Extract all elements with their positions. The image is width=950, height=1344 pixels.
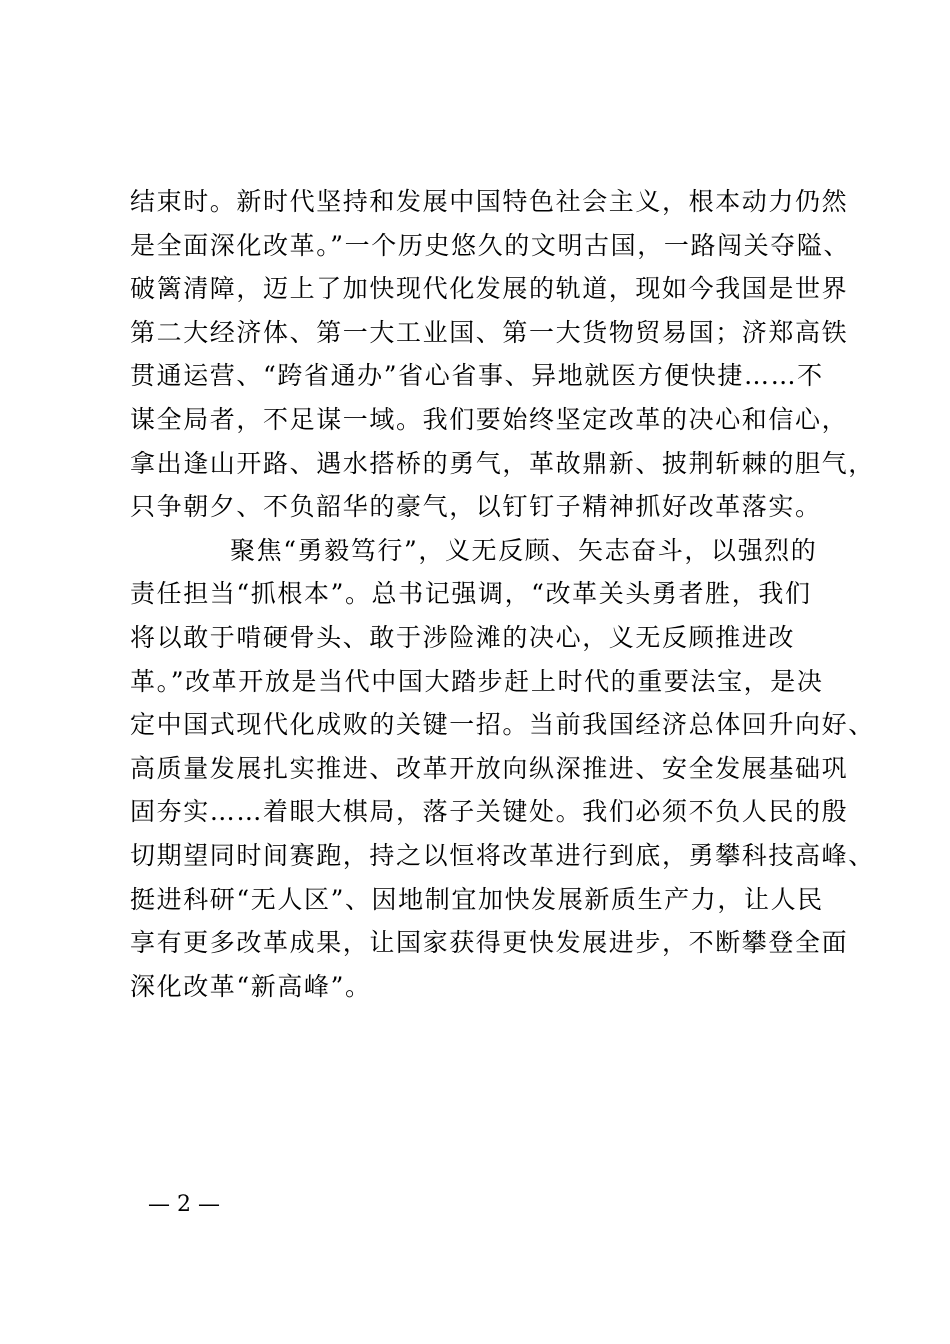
text-line: 切期望同时间赛跑，持之以恒将改革进行到底，勇攀科技高峰、 <box>130 840 875 870</box>
body-text <box>130 180 875 1008</box>
paragraph-first-line: 聚焦“勇毅笃行”，义无反顾、矢志奋斗，以强烈的 <box>230 535 818 565</box>
text-line: 责任担当“抓根本”。总书记强调，“改革关头勇者胜，我们 <box>130 579 812 609</box>
text-line: 谋全局者，不足谋一域。我们要始终坚定改革的决心和信心， <box>130 404 849 434</box>
text-line: 定中国式现代化成败的关键一招。当前我国经济总体回升向好、 <box>130 710 875 740</box>
text-line: 享有更多改革成果，让国家获得更快发展进步，不断攀登全面 <box>130 928 849 958</box>
text-line: 破篱清障，迈上了加快现代化发展的轨道，现如今我国是世界 <box>130 274 849 304</box>
text-line: 高质量发展扎实推进、改革开放向纵深推进、安全发展基础巩 <box>130 753 849 783</box>
text-line: 固夯实……着眼大棋局，落子关键处。我们必须不负人民的殷 <box>130 797 849 827</box>
text-line: 第二大经济体、第一大工业国、第一大货物贸易国；济郑高铁 <box>130 317 849 347</box>
text-line: 将以敢于啃硬骨头、敢于涉险滩的决心，义无反顾推进改 <box>130 622 796 652</box>
text-line: 挺进科研“无人区”、因地制宜加快发展新质生产力，让人民 <box>130 884 824 914</box>
text-line: 只争朝夕、不负韶华的豪气，以钉钉子精神抓好改革落实。 <box>130 492 822 522</box>
page-number: — 2 — <box>148 1192 220 1217</box>
text-line: 革。”改革开放是当代中国大踏步赶上时代的重要法宝，是决 <box>130 666 824 696</box>
text-line: 结束时。新时代坚持和发展中国特色社会主义，根本动力仍然 <box>130 187 849 216</box>
text-line: 贯通运营、“跨省通办”省心省事、异地就医方便快捷……不 <box>130 361 824 391</box>
text-line: 深化改革“新高峰”。 <box>130 971 372 1001</box>
text-line: 是全面深化改革。”一个历史悠久的文明古国，一路闯关夺隘、 <box>130 230 851 260</box>
text-line: 拿出逢山开路、遇水搭桥的勇气，革故鼎新、披荆斩棘的胆气， <box>130 448 875 478</box>
